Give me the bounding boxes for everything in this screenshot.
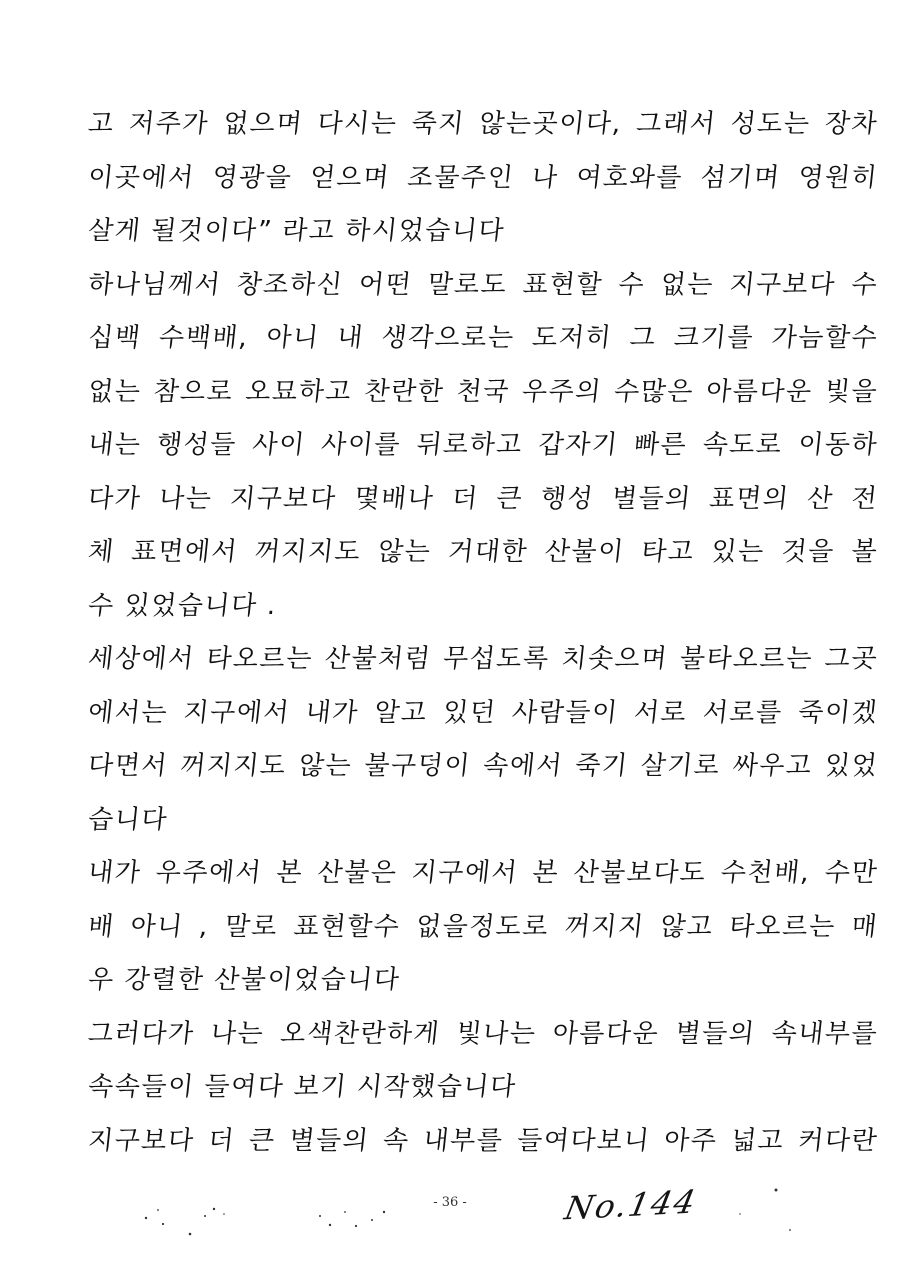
text-line: 십백 수백배, 아니 내 생각으로는 도저히 그 크기를 가늠할수 [86, 323, 880, 353]
text-line: 에서는 지구에서 내가 알고 있던 사람들이 서로 서로를 죽이겠 [86, 697, 880, 728]
handwritten-text-block [88, 98, 878, 1168]
text-line: 지구보다 더 큰 별들의 속 내부를 들여다보니 아주 넓고 커다란 [86, 1125, 880, 1156]
text-line: 이곳에서 영광을 얻으며 조물주인 나 여호와를 섬기며 영원히 [86, 162, 880, 193]
text-line: 하나님께서 창조하신 어떤 말로도 표현할 수 없는 지구보다 수 [86, 269, 880, 300]
text-line: 고 저주가 없으며 다시는 죽지 않는곳이다, 그래서 성도는 장차 [86, 109, 880, 139]
text-line: 내가 우주에서 본 산불은 지구에서 본 산불보다도 수천배, 수만 [86, 858, 880, 888]
text-line: 그러다가 나는 오색찬란하게 빛나는 아름다운 별들의 속내부를 [86, 1018, 880, 1049]
text-line: 습니다 [86, 804, 170, 835]
text-line: 내는 행성들 사이 사이를 뒤로하고 갑자기 빠른 속도로 이동하 [86, 430, 880, 460]
text-line: 우 강렬한 산불이었습니다 [86, 965, 402, 995]
text-line: 속속들이 들여다 보기 시작했습니다 [86, 1072, 519, 1102]
text-line: 살게 될것이다” 라고 하시었습니다 [86, 216, 507, 246]
text-line: 다면서 꺼지지도 않는 불구덩이 속에서 죽기 살기로 싸우고 있었 [86, 751, 880, 781]
text-line: 다가 나는 지구보다 몇배나 더 큰 행성 별들의 표면의 산 전 [86, 483, 880, 514]
text-line: 세상에서 타오르는 산불처럼 무섭도록 치솟으며 불타오르는 그곳 [86, 644, 880, 674]
page-number: - 36 - [433, 1195, 467, 1210]
text-line: 수 있었습니다 . [86, 590, 279, 621]
text-line: 없는 참으로 오묘하고 찬란한 천국 우주의 수많은 아름다운 빛을 [86, 376, 880, 407]
text-line: 체 표면에서 꺼지지도 않는 거대한 산불이 타고 있는 것을 볼 [86, 537, 880, 567]
text-line: 배 아니 , 말로 표현할수 없을정도로 꺼지지 않고 타오르는 매 [86, 911, 880, 942]
handwritten-document-number: No.144 [561, 1182, 701, 1228]
